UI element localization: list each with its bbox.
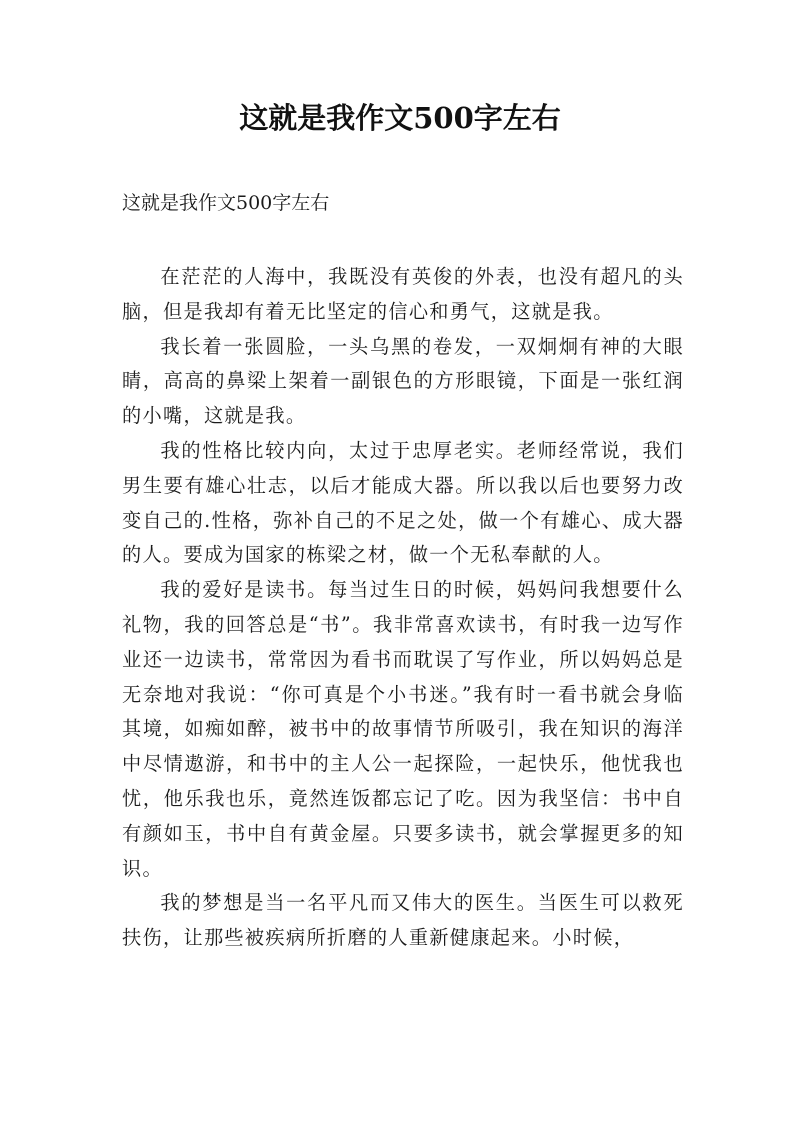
document-subtitle: 这就是我作文500字左右 bbox=[122, 192, 330, 214]
paragraph-hobby: 我的爱好是读书。每当过生日的时候，妈妈问我想要什么礼物，我的回答总是“书”。我非常喜欢读书，有时我一边写作业还一边读书，常常因为看书而耽误了写作业，所以妈妈总是无奈地对我说：“你可真是个小书迷。”我有时一看书就会身临其境，如痴如醉，被书中的故事情节所吸引，我在知识的海洋中尽情遨游，和书中的主人公一起探险，一起快乐，他忧我也忧，他乐我也乐，竟然连饭都忘记了吃。因为我坚信：书中自有颜如玉，书中自有黄金屋。只要多读书，就会掌握更多的知识。 bbox=[122, 578, 684, 880]
paragraph-personality: 我的性格比较内向，太过于忠厚老实。老师经常说，我们男生要有雄心壮志，以后才能成大器。所以我以后也要努力改变自己的.性格，弥补自己的不足之处，做一个有雄心、成大器的人。要成为国家的栋梁之材，做一个无私奉献的人。 bbox=[122, 438, 684, 567]
paragraph-dream: 我的梦想是当一名平凡而又伟大的医生。当医生可以救死扶伤，让那些被疾病所折磨的人重新健康起来。小时候， bbox=[122, 891, 684, 950]
document-body bbox=[122, 260, 684, 956]
paragraph-intro: 在茫茫的人海中，我既没有英俊的外表，也没有超凡的头脑，但是我却有着无比坚定的信心和勇气，这就是我。 bbox=[122, 265, 684, 323]
paragraph-appearance: 我长着一张圆脸，一头乌黑的卷发，一双炯炯有神的大眼睛，高高的鼻梁上架着一副银色的方形眼镜，下面是一张红润的小嘴，这就是我。 bbox=[122, 334, 684, 428]
document-title: 这就是我作文500字左右 bbox=[239, 101, 561, 135]
